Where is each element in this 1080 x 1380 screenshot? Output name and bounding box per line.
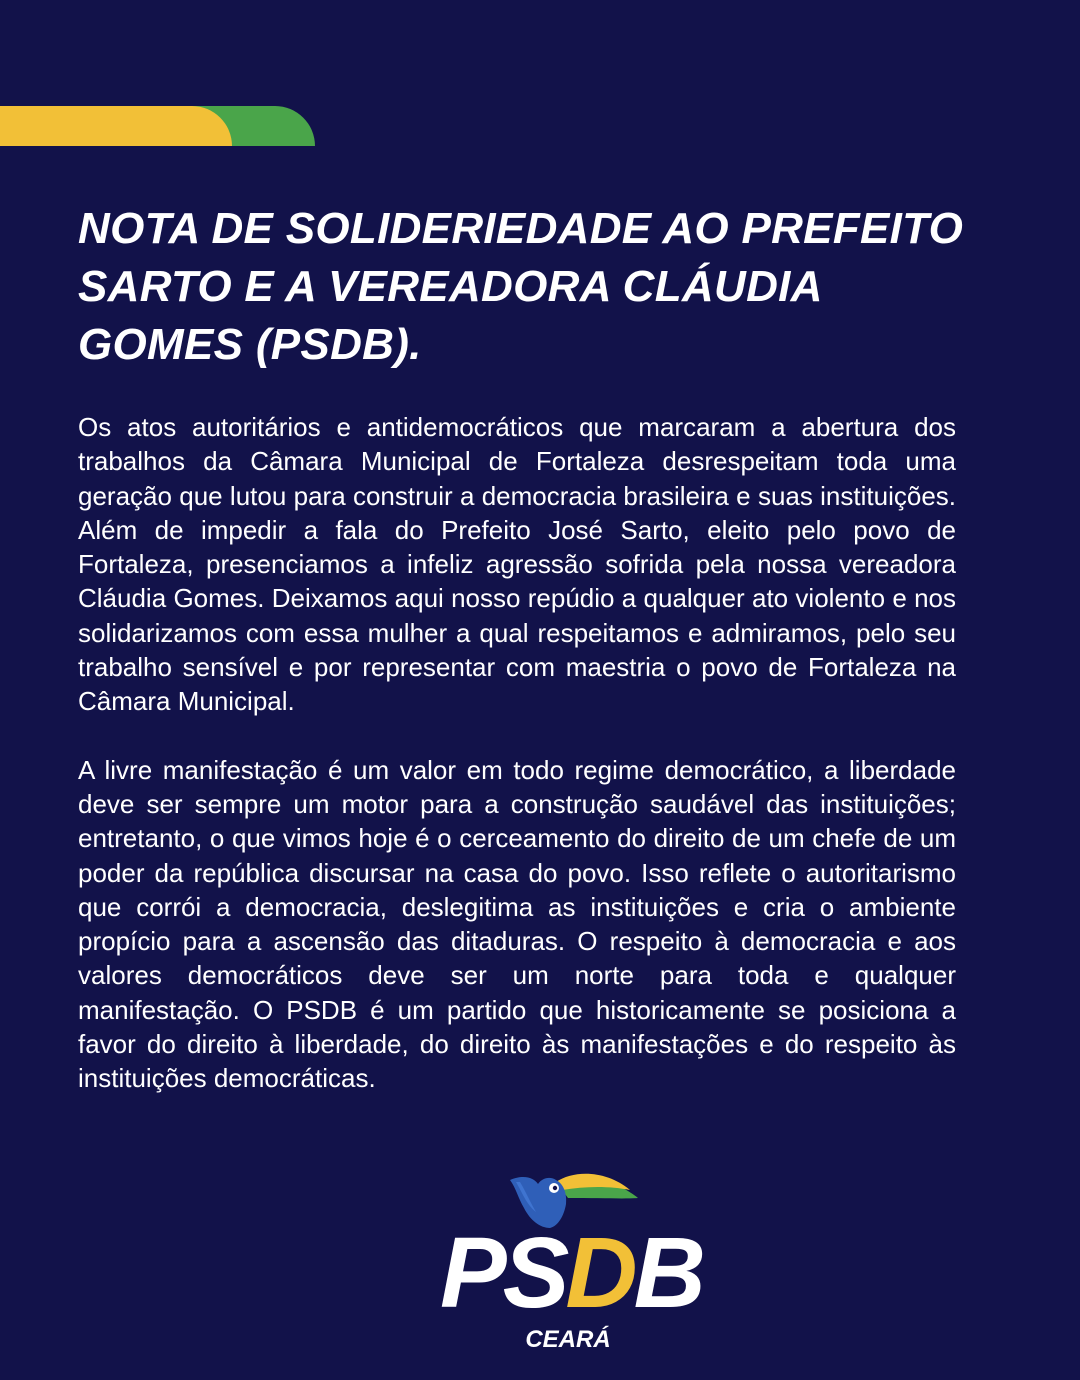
psdb-logo bbox=[440, 1168, 700, 1358]
logo-letter-b: B bbox=[633, 1217, 702, 1329]
paragraph-1: Os atos autoritários e antidemocráticos que marcaram a abertura dos trabalhos da Câmara Municipal de Fortaleza desrespeitam toda uma geração que lutou para construir a democracia brasileira e suas instituições. Além de impedir a fala do Prefeito José Sarto, eleito pelo povo de Fortaleza, presenciamos a infeliz agressão sofrida pela nossa vereadora Cláudia Gomes. Deixamos aqui nosso repúdio a qualquer ato violento e nos solidarizamos com essa mulher a qual respeitamos e admiramos, pelo seu trabalho sensível e por representar com maestria o povo de Fortaleza na Câmara Municipal. bbox=[78, 412, 956, 717]
logo-letter-d: D bbox=[565, 1217, 634, 1329]
note-body bbox=[78, 410, 956, 1130]
decorative-stripe-yellow bbox=[0, 106, 232, 146]
psdb-wordmark bbox=[440, 1218, 700, 1328]
logo-letters-ps: PS bbox=[440, 1217, 566, 1329]
paragraph-2: A livre manifestação é um valor em todo regime democrático, a liberdade deve ser sempre um motor para a construção saudável das instituições; entretanto, o que vimos hoje é o cerceamento do direito de um chefe de um poder da república discursar na casa do povo. Isso reflete o autoritarismo que corrói a democracia, deslegitima as instituições e cria o ambiente propício para a ascensão das ditaduras. O respeito à democracia e aos valores democráticos deve ser um norte para toda e qualquer manifestação. O PSDB é um partido que historicamente se posiciona a favor do direito à liberdade, do direito às manifestações e do respeito às instituições democráticas. bbox=[78, 754, 956, 1094]
page-title: NOTA DE SOLIDERIEDADE AO PREFEITO SARTO E A VEREADORA CLÁUDIA GOMES (PSDB). bbox=[78, 204, 964, 369]
logo-subtitle: CEARÁ bbox=[525, 1326, 611, 1353]
